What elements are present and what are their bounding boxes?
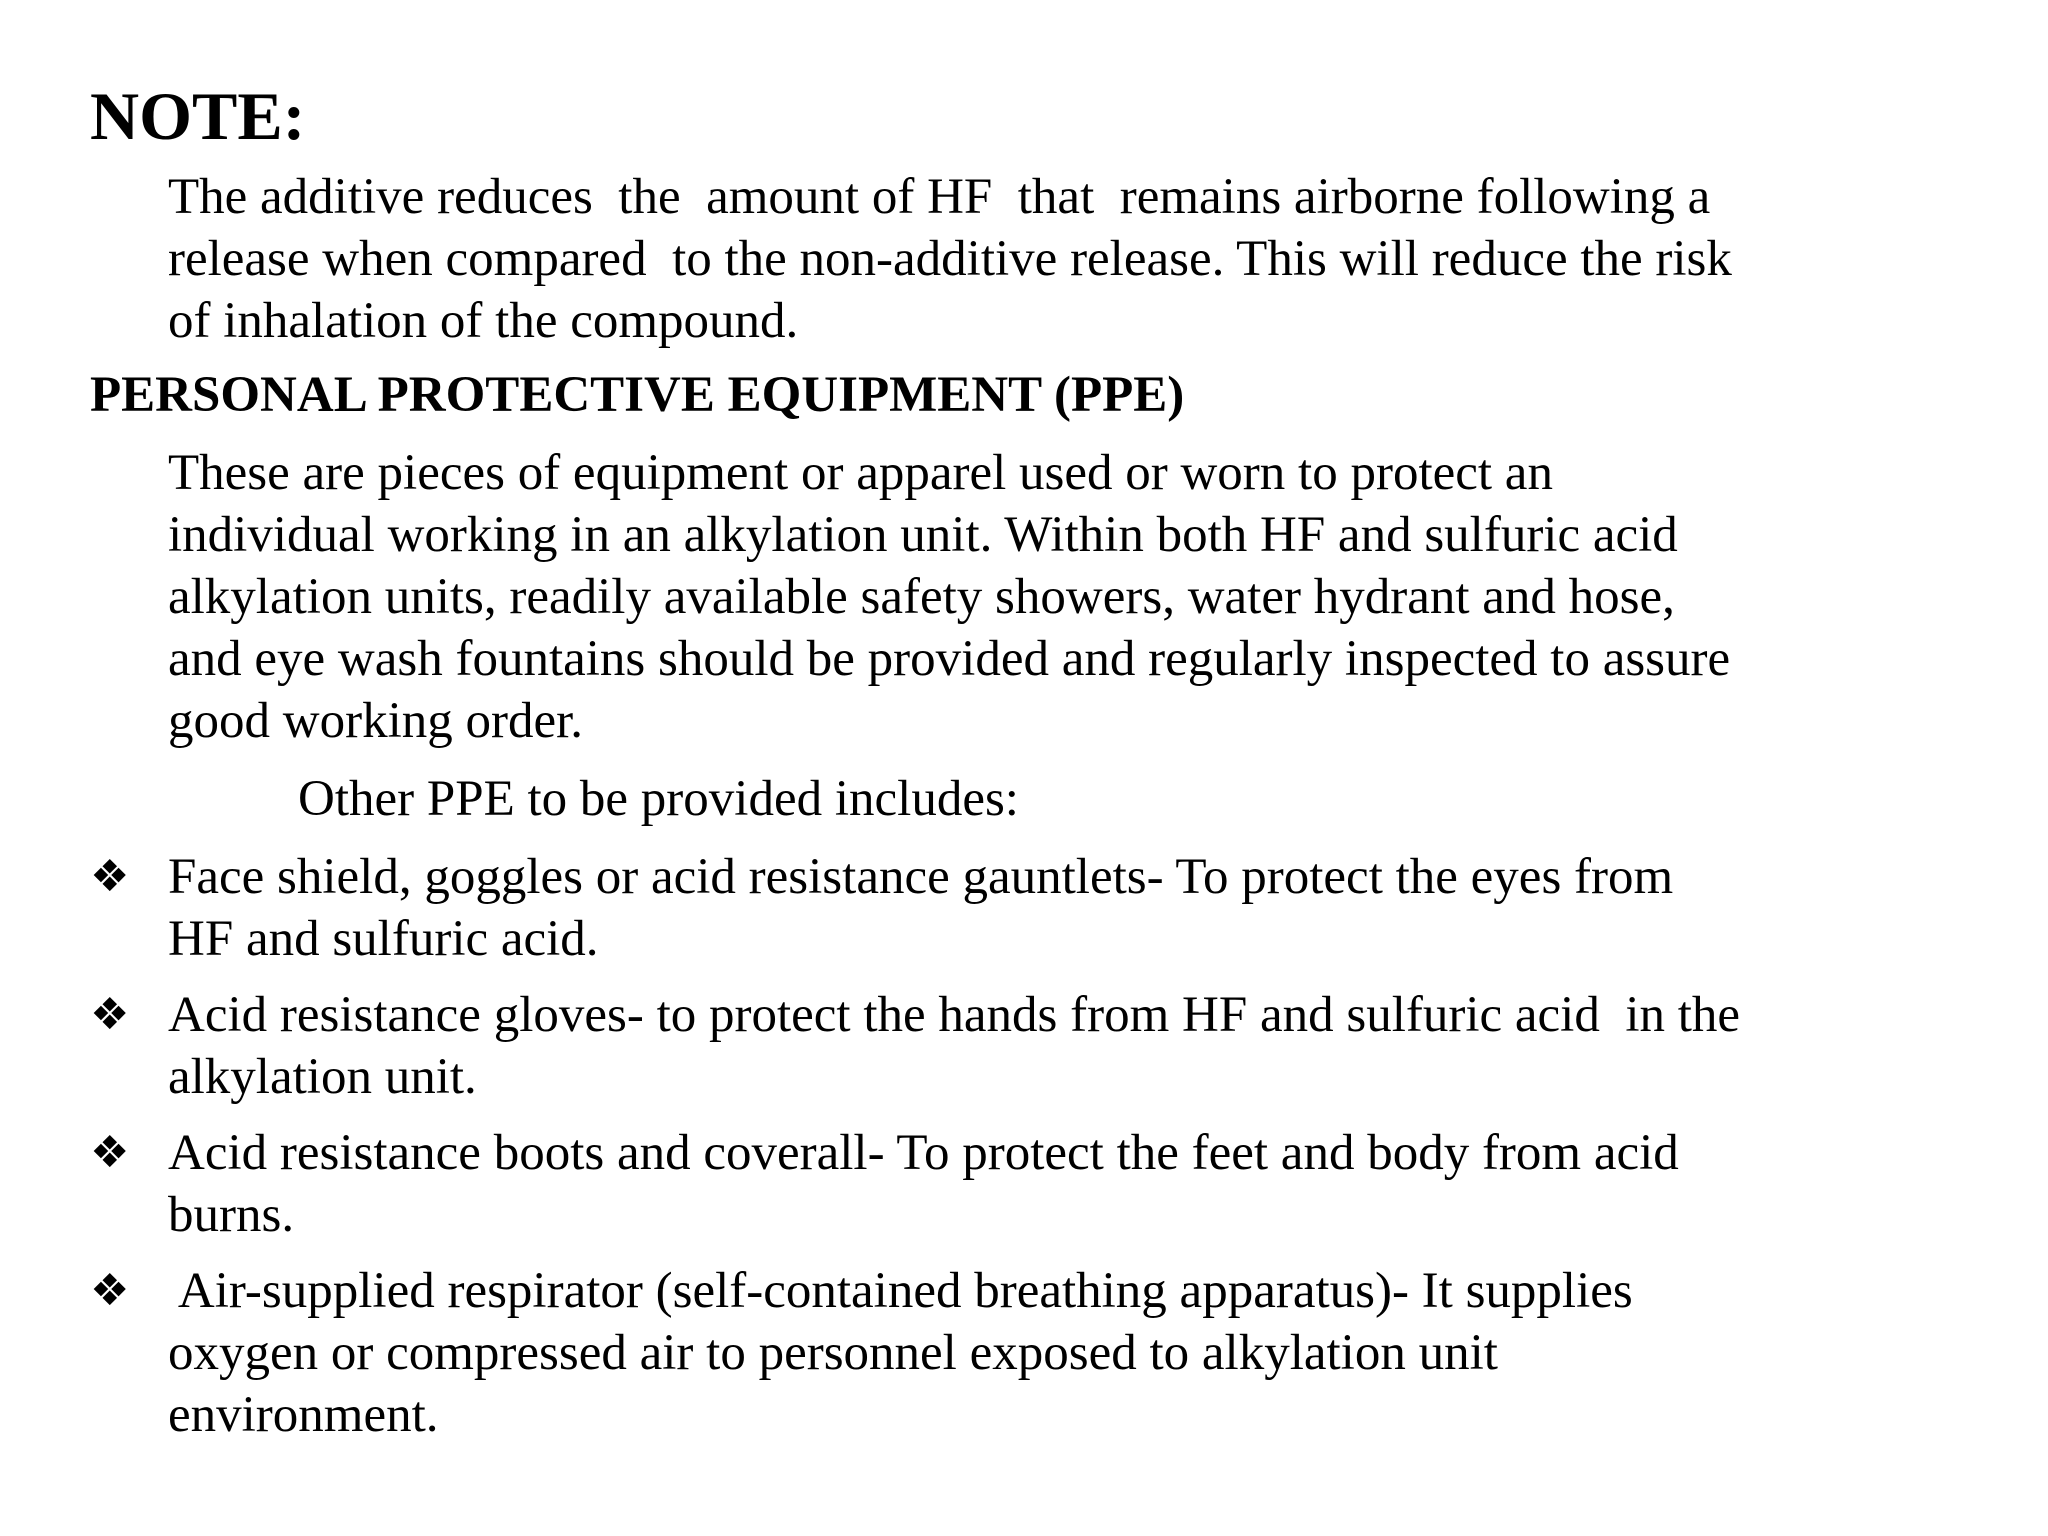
diamond-bullet-icon: ❖ — [90, 851, 130, 902]
diamond-bullet-icon: ❖ — [90, 1265, 130, 1316]
list-item-line: alkylation unit. — [168, 1049, 477, 1105]
list-item-line: HF and sulfuric acid. — [168, 911, 599, 967]
ppe-intro-line: good working order. — [168, 693, 584, 749]
ppe-intro-line: These are pieces of equipment or apparel used or worn to protect an — [168, 445, 1553, 501]
list-item-line: Acid resistance gloves- to protect the hands from HF and sulfuric acid in the — [168, 987, 1741, 1043]
ppe-intro-line: alkylation units, readily available safety showers, water hydrant and hose, — [168, 569, 1675, 625]
diamond-bullet-icon: ❖ — [90, 989, 130, 1040]
list-item-line: oxygen or compressed air to personnel exposed to alkylation unit — [168, 1325, 1498, 1381]
ppe-intro-line: individual working in an alkylation unit. Within both HF and sulfuric acid — [168, 507, 1678, 563]
ppe-heading: PERSONAL PROTECTIVE EQUIPMENT (PPE) — [90, 367, 1185, 423]
other-ppe-label: Other PPE to be provided includes: — [298, 771, 1019, 827]
ppe-intro-line: and eye wash fountains should be provided and regularly inspected to assure — [168, 631, 1731, 687]
list-item-line: Acid resistance boots and coverall- To protect the feet and body from acid — [168, 1125, 1679, 1181]
list-item-line: Air-supplied respirator (self-contained breathing apparatus)- It supplies — [168, 1263, 1633, 1319]
diamond-bullet-icon: ❖ — [90, 1127, 130, 1178]
list-item-line: environment. — [168, 1387, 439, 1443]
note-line: release when compared to the non-additive release. This will reduce the risk — [168, 231, 1732, 287]
list-item-line: burns. — [168, 1187, 295, 1243]
note-heading: NOTE: — [90, 78, 306, 154]
note-line: The additive reduces the amount of HF that remains airborne following a — [168, 169, 1711, 225]
list-item-line: Face shield, goggles or acid resistance gauntlets- To protect the eyes from — [168, 849, 1674, 905]
note-line: of inhalation of the compound. — [168, 293, 799, 349]
